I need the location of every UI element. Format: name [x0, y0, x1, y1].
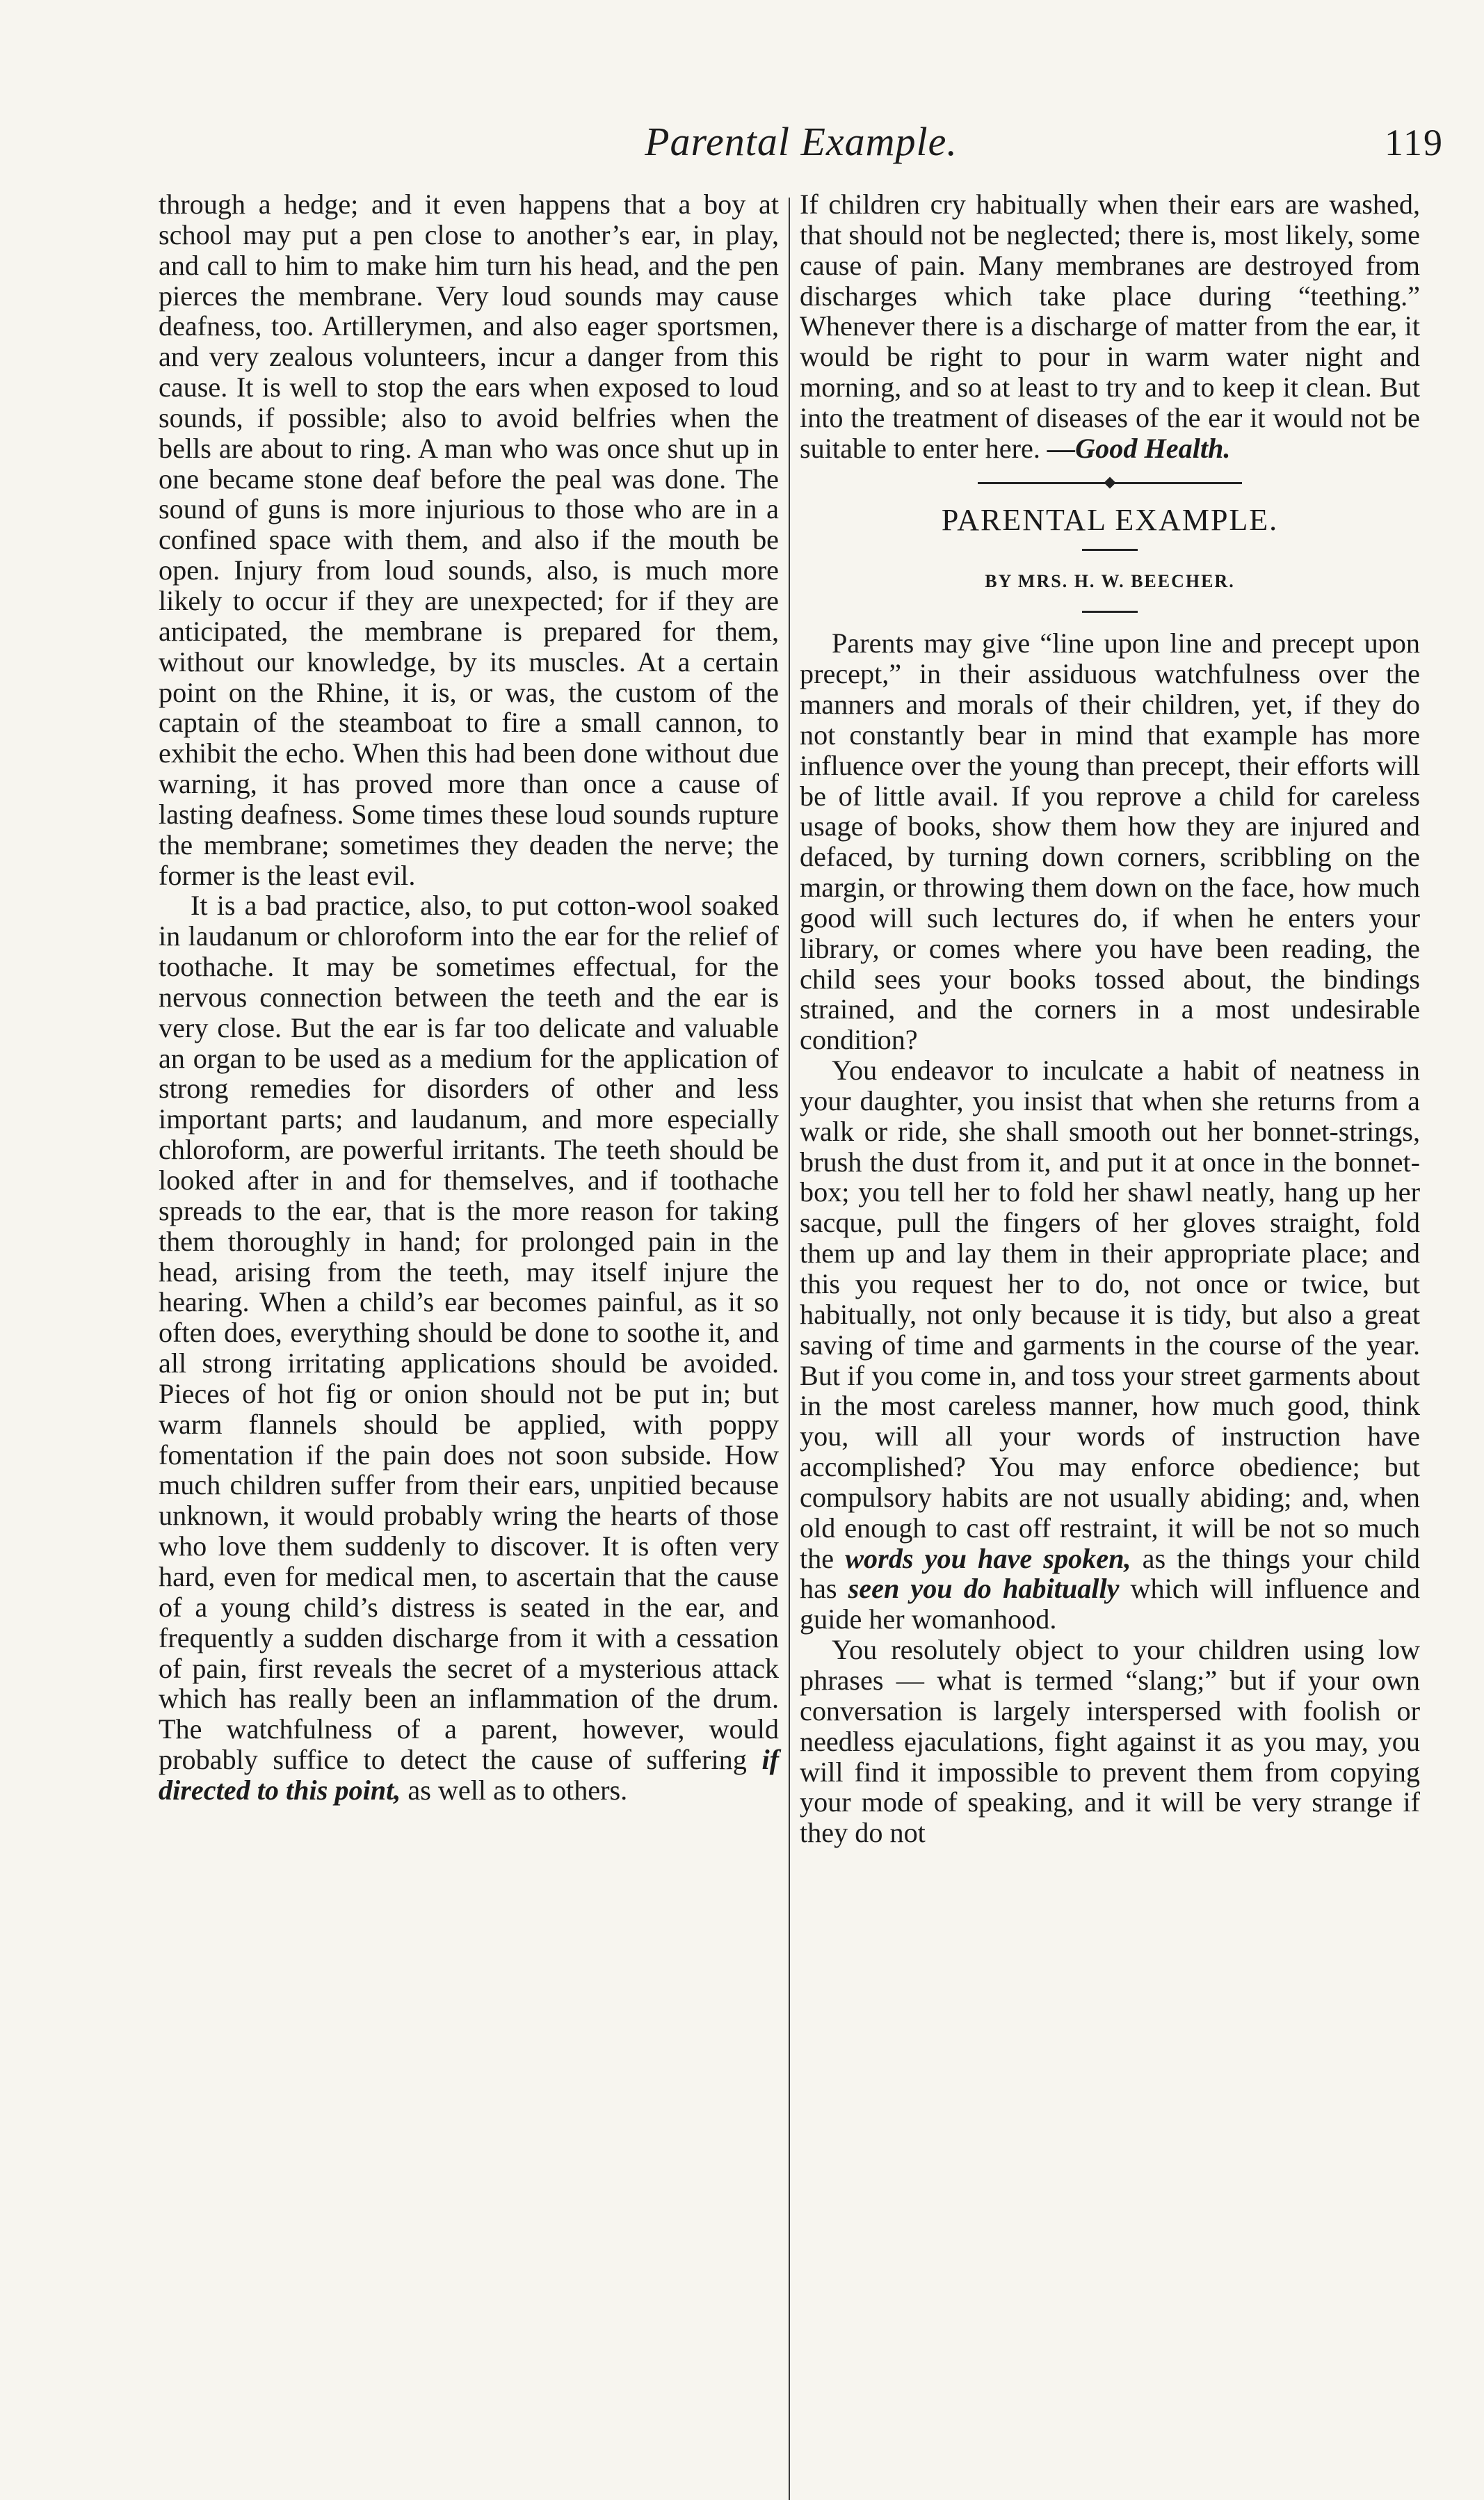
running-header [159, 118, 1444, 174]
paragraph-children-ears [800, 189, 1420, 464]
paragraph-slang: You resolutely object to your children using low phrases — what is termed “slang;” but if your own conversation is largely interspersed with foolish or needless ejaculations, fight against it as you may, you will find it impossible to prevent them from copying your mode of speaking, and it will be very strange if they do not [800, 1634, 1420, 1849]
paragraph-neatness-text-b: as the things your child has [800, 1542, 1420, 1605]
title-rule [1082, 549, 1138, 551]
paragraph-laudanum-text: It is a bad practice, also, to put cotton-wool soaked in laudanum or chloroform into the ear for the relief of toothache. It may be sometimes effectual, for the nervous connection between the teeth and the ear is very close. But the ear is far too delicate and valuable an organ to be used as a medium for the application of strong remedies for disorders of other and less important parts; and laudanum, and more especially chloroform, are powerful irritants. The teeth should be looked after in and for themselves, and if toothache spreads to the ear, that is the more reason for taking them thoroughly in hand; for prolonged pain in the head, arising from the teeth, may itself injure the hearing. When a child’s ear becomes painful, as it so often does, everything should be done to soothe it, and all strong irritating applications should be avoided. Pieces of hot fig or onion should not be put in; but warm flannels should be applied, with poppy fomentation if the pain does not soon subside. How much children suffer from their ears, unpitied because unknown, it would probably wring the hearts of those who love them suddenly to discover. It is often very hard, even for medical men, to ascertain that the cause of a young child’s distress is seated in the ear, and frequently a sudden discharge from it with a cessation of pain, first reveals the secret of a mysterious attack which has really been an inflammation of the drum. The watchfulness of a parent, however, would probably suffice to detect the cause of suffering [159, 890, 779, 1776]
right-column [800, 189, 1420, 1848]
page-number: 119 [1385, 122, 1444, 163]
paragraph-line-upon-line: Parents may give “line upon line and precept upon precept,” in their assiduous watchfulness over the manners and morals of their children, yet, if they do not constantly bear in mind that example has more influence over the young than precept, their efforts will be of little avail. If you reprove a child for careless usage of books, show them how they are injured and defaced, by turning down corners, scribbling on the margin, or throwing them down on the face, how much good will such lectures do, if when he enters your library, or comes where you have been reading, the child sees your books tossed about, the bindings strained, and the corners in a most undesirable condition? [800, 627, 1420, 1056]
section-divider [978, 482, 1242, 484]
italic-seen-habitually: seen you do habitually [848, 1573, 1120, 1605]
paragraph-children-ears-text: If children cry habitually when their ears are washed, that should not be neglected; there is, most likely, some cause of pain. Many membranes are destroyed from discharges which take place during “teething.” Whenever there is a discharge of matter from the ear, it would be right to pour in warm water night and morning, and so at least to try and to keep it clean. But into the treatment of diseases of the ear it would not be suitable to enter here. [800, 189, 1420, 464]
paragraph-neatness-text-c: which will influence and guide her womanhood. [800, 1573, 1420, 1635]
source-attribution: —Good Health. [1047, 432, 1231, 464]
byline: BY MRS. H. W. BEECHER. [985, 571, 1235, 592]
page-title: Parental Example. [645, 119, 958, 164]
paragraph-neatness-text-a: You endeavor to inculcate a habit of neatness in your daughter, you insist that when she returns from a walk or ride, she shall smooth out her bonnet-strings, brush the dust from it, and put it at once in the bonnet-box; you tell her to fold her shawl neatly, hang up her sacque, pull the fingers of her gloves straight, fold them up and lay them in their appropriate place; and this you request her to do, not once or twice, but habitually, not only because it is tidy, but also a great saving of time and garments in the course of the year. But if you come in, and toss your street garments about in the most careless manner, how much good, think you, will all your words of instruction have accomplished? You may enforce obedience; but compulsory habits are not usually abiding; and, when old enough to cast off restraint, it will be not so much the [800, 1055, 1420, 1574]
paragraph-neatness [800, 1055, 1420, 1635]
article-title: PARENTAL EXAMPLE. [941, 502, 1279, 537]
byline-rule [1082, 611, 1138, 613]
paragraph-laudanum [159, 890, 779, 1805]
column-divider [789, 198, 790, 2500]
italic-words-spoken: words you have spoken, [845, 1542, 1131, 1574]
left-column [159, 189, 779, 1806]
italic-emphasis: if directed to this point, [159, 1744, 779, 1806]
paragraph-laudanum-end: as well as to others. [401, 1774, 628, 1806]
paragraph-ear-injury: through a hedge; and it even happens that a boy at school may put a pen close to another’s ear, in play, and call to him to make him turn his head, and the pen pierces the membrane. Very loud sounds may cause deafness, too. Artillerymen, and also eager sportsmen, and very zealous volunteers, incur a danger from this cause. It is well to stop the ears when exposed to loud sounds, if possible; also to avoid belfries when the bells are about to ring. A man who was once shut up in one became stone deaf before the peal was done. The sound of guns is more injurious to those who are in a confined space with them, and also if the mouth be open. Injury from loud sounds, also, is much more likely to occur if they are unexpected; for if they are anticipated, the membrane is prepared for them, without our knowledge, by its muscles. At a certain point on the Rhine, it is, or was, the custom of the captain of the steamboat to fire a small cannon, to exhibit the echo. When this had been done without due warning, it has proved more than once a cause of lasting deafness. Some times these loud sounds rupture the membrane; sometimes they deaden the nerve; the former is the least evil. [159, 189, 779, 891]
